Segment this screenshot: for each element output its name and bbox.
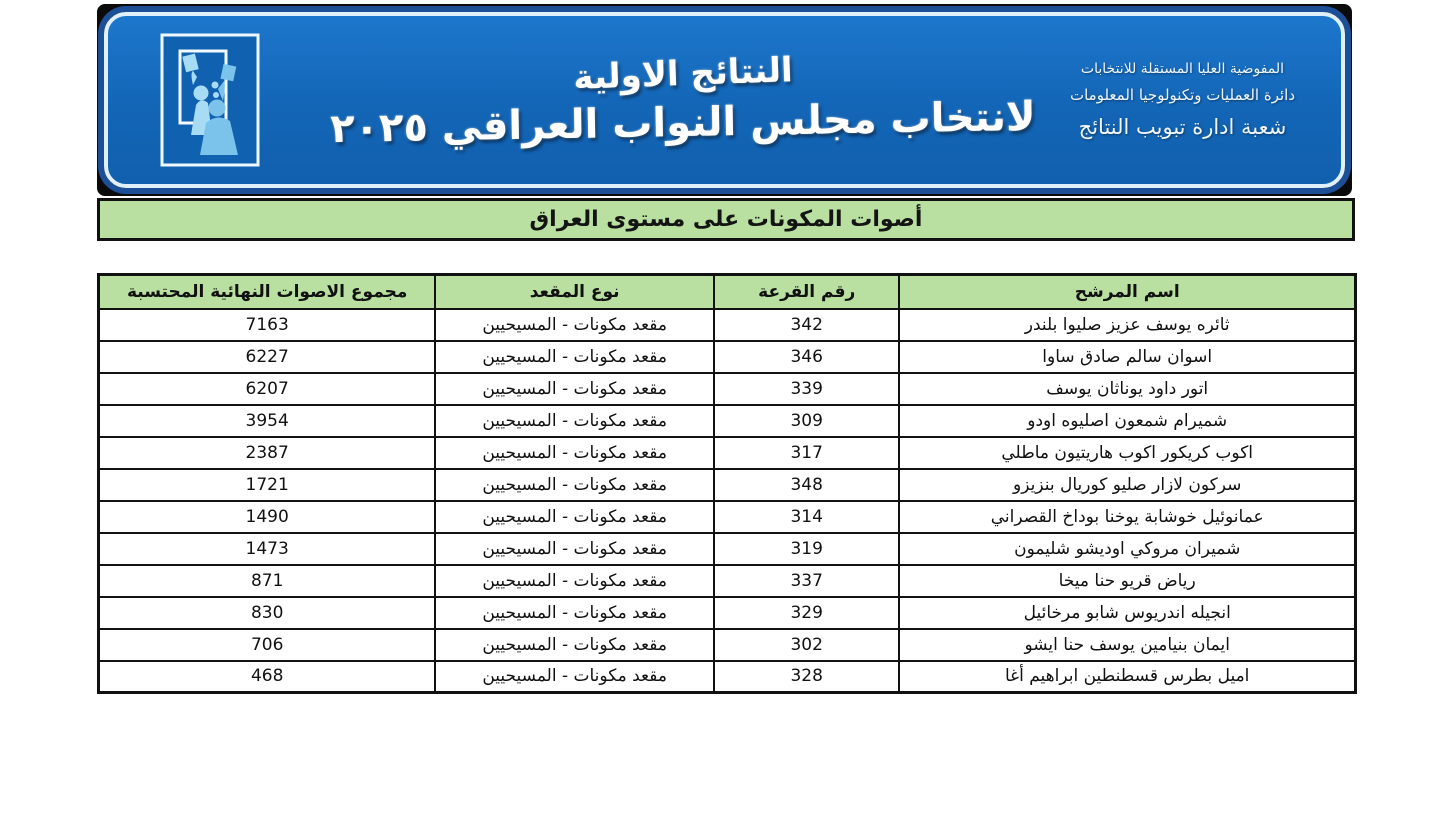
cell-candidate-name: شميرام شمعون اصليوه اودو [899,405,1355,437]
cell-lottery-number: 337 [714,565,899,597]
cell-final-votes: 830 [99,597,436,629]
section-title: أصوات المكونات على مستوى العراق [529,207,923,232]
cell-final-votes: 468 [99,661,436,693]
cell-final-votes: 706 [99,629,436,661]
table-row [99,469,1356,501]
cell-seat-type: مقعد مكونات - المسيحيين [435,437,714,469]
banner-title-block [288,50,1078,153]
cell-seat-type: مقعد مكونات - المسيحيين [435,501,714,533]
cell-candidate-name: شميران مروكي اوديشو شليمون [899,533,1355,565]
cell-seat-type: مقعد مكونات - المسيحيين [435,533,714,565]
commission-division: شعبة ادارة تبويب النتائج [1078,115,1287,139]
cell-final-votes: 1721 [99,469,436,501]
cell-candidate-name: رياض قريو حنا ميخا [899,565,1355,597]
cell-seat-type: مقعد مكونات - المسيحيين [435,405,714,437]
cell-final-votes: 2387 [99,437,436,469]
cell-candidate-name: اسوان سالم صادق ساوا [899,341,1355,373]
cell-seat-type: مقعد مكونات - المسيحيين [435,565,714,597]
ihec-ballot-logo-icon [160,33,260,167]
cell-seat-type: مقعد مكونات - المسيحيين [435,341,714,373]
cell-candidate-name: ايمان بنيامين يوسف حنا ايشو [899,629,1355,661]
cell-candidate-name: انجيله اندريوس شابو مرخائيل [899,597,1355,629]
cell-lottery-number: 329 [714,597,899,629]
cell-seat-type: مقعد مكونات - المسيحيين [435,629,714,661]
cell-lottery-number: 342 [714,309,899,341]
table-row [99,629,1356,661]
cell-candidate-name: عمانوئيل خوشابة يوخنا بوداخ القصراني [899,501,1355,533]
results-table [97,273,1357,694]
col-header-candidate-name: اسم المرشح [899,275,1355,309]
cell-candidate-name: سركون لازار صليو كوريال بنزيزو [899,469,1355,501]
banner-title-line2: لانتخاب مجلس النواب العراقي ٢٠٢٥ [329,93,1037,153]
header-banner [104,12,1345,188]
table-row [99,405,1356,437]
cell-lottery-number: 319 [714,533,899,565]
section-title-bar [97,198,1355,241]
cell-lottery-number: 339 [714,373,899,405]
table-row [99,501,1356,533]
cell-final-votes: 6207 [99,373,436,405]
cell-lottery-number: 328 [714,661,899,693]
cell-seat-type: مقعد مكونات - المسيحيين [435,597,714,629]
cell-candidate-name: اكوب كريكور اكوب هاريتيون ماطلي [899,437,1355,469]
table-row [99,373,1356,405]
banner-title-line1: النتائج الاولية [572,50,794,98]
table-row [99,565,1356,597]
cell-final-votes: 1490 [99,501,436,533]
cell-final-votes: 3954 [99,405,436,437]
cell-seat-type: مقعد مكونات - المسيحيين [435,469,714,501]
cell-lottery-number: 309 [714,405,899,437]
cell-candidate-name: اميل بطرس قسطنطين ابراهيم أغا [899,661,1355,693]
table-row [99,533,1356,565]
commission-text-block [1050,61,1315,139]
table-row [99,341,1356,373]
col-header-final-votes: مجموع الاصوات النهائية المحتسبة [99,275,436,309]
col-header-seat-type: نوع المقعد [435,275,714,309]
cell-lottery-number: 317 [714,437,899,469]
table-row [99,309,1356,341]
cell-lottery-number: 346 [714,341,899,373]
results-table-body [99,309,1356,693]
cell-seat-type: مقعد مكونات - المسيحيين [435,309,714,341]
table-row [99,597,1356,629]
commission-department: دائرة العمليات وتكنولوجيا المعلومات [1069,86,1296,104]
table-row [99,437,1356,469]
cell-seat-type: مقعد مكونات - المسيحيين [435,661,714,693]
cell-final-votes: 6227 [99,341,436,373]
header-banner-backing [97,4,1352,196]
cell-final-votes: 7163 [99,309,436,341]
commission-name: المفوضية العليا المستقلة للانتخابات [1080,61,1285,77]
cell-lottery-number: 348 [714,469,899,501]
cell-final-votes: 1473 [99,533,436,565]
cell-candidate-name: اتور داود يوناثان يوسف [899,373,1355,405]
cell-final-votes: 871 [99,565,436,597]
cell-lottery-number: 302 [714,629,899,661]
cell-lottery-number: 314 [714,501,899,533]
col-header-lottery-number: رقم القرعة [714,275,899,309]
cell-seat-type: مقعد مكونات - المسيحيين [435,373,714,405]
ballot-figures-icon [160,33,260,167]
table-row [99,661,1356,693]
cell-candidate-name: ثائره يوسف عزيز صليوا بلندر [899,309,1355,341]
table-header-row [99,275,1356,309]
